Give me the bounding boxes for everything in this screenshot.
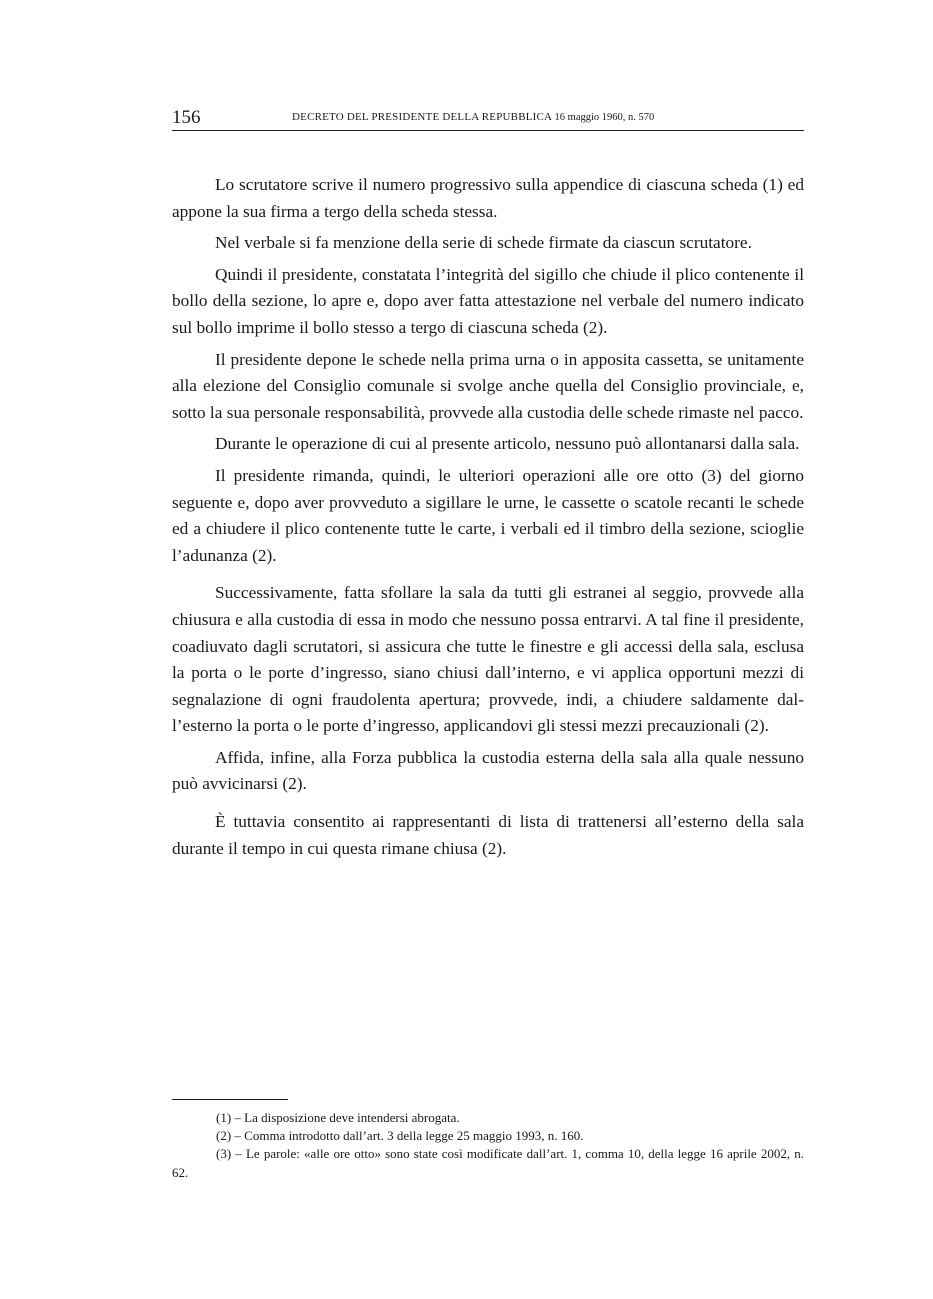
paragraph: Quindi il presidente, constatata l’integrità del sigillo che chiude il plico contenente il bollo della sezione, lo apre e, dopo aver fatta attestazione nel verbale del numero indicato sul bollo imprime il bollo stesso a tergo di ciascuna scheda (2). <box>172 264 804 337</box>
footnote: (1) – La disposizione deve intendersi abrogata. <box>216 1110 460 1125</box>
footnotes <box>172 1109 804 1182</box>
running-title-date: 16 maggio 1960, n. 570 <box>554 112 655 123</box>
article-body <box>172 172 804 867</box>
running-title <box>292 111 654 124</box>
page-header <box>172 104 804 131</box>
running-title-text: DECRETO DEL PRESIDENTE DELLA REPUBBLICA <box>292 111 552 123</box>
paragraph: È tuttavia consentito ai rappresentanti di lista di trattenersi all’esterno della sala durante il tempo in cui questa rimane chiusa (2). <box>172 812 804 858</box>
paragraph: Lo scrutatore scrive il numero progressivo sulla appendice di ciascuna scheda (1) ed appone la sua firma a tergo della scheda stessa. <box>172 175 804 221</box>
footnote: (3) – Le parole: «alle ore otto» sono state così modificate dall’art. 1, comma 10, della legge 16 aprile 2002, n. 62. <box>172 1146 804 1180</box>
paragraph: Successivamente, fatta sfollare la sala da tutti gli estranei al seggio, provvede alla chiusura e alla custodia di essa in modo che nessuno possa entrarvi. A tal fine il presidente, coadiuvato dagli scrutatori, si assicura che tutte le finestre e gli accessi della sala, esclusa la porta o le porte d’ingresso, siano chiusi dall’interno, e vi applica opportuni mezzi di segnalazione di ogni fraudolenta apertura; provvede, indi, a chiudere saldamente dall’esterno la porta o le porte d’ingresso, applicandovi gli stessi mezzi precauzionali (2). <box>172 583 804 736</box>
paragraph: Nel verbale si fa menzione della serie di schede firmate da ciascun scrutatore. <box>215 233 752 253</box>
page-number: 156 <box>172 107 201 128</box>
footnote: (2) – Comma introdotto dall’art. 3 della legge 25 maggio 1993, n. 160. <box>216 1128 584 1144</box>
paragraph: Il presidente rimanda, quindi, le ulteriori operazioni alle ore otto (3) del giorno seguente e, dopo aver provveduto a sigillare le urne, le cassette o scatole recanti le schede ed a chiudere il plico contenente tutte le carte, i verbali ed il timbro della sezione, scioglie l’adunanza (2). <box>172 465 804 565</box>
footnote-divider <box>172 1099 288 1100</box>
paragraph: Affida, infine, alla Forza pubblica la custodia esterna della sala alla quale nessuno può avvicinarsi (2). <box>172 747 804 794</box>
paragraph: Il presidente depone le schede nella prima urna o in apposita cassetta, se unitamente alla elezione del Consiglio comunale si svolge anche quella del Consiglio provinciale, e, sotto la sua personale responsabilità, provvede alla custodia delle schede rimaste nel pacco. <box>172 349 804 422</box>
paragraph: Durante le operazione di cui al presente articolo, nessuno può allontanarsi dalla sala. <box>215 434 800 454</box>
